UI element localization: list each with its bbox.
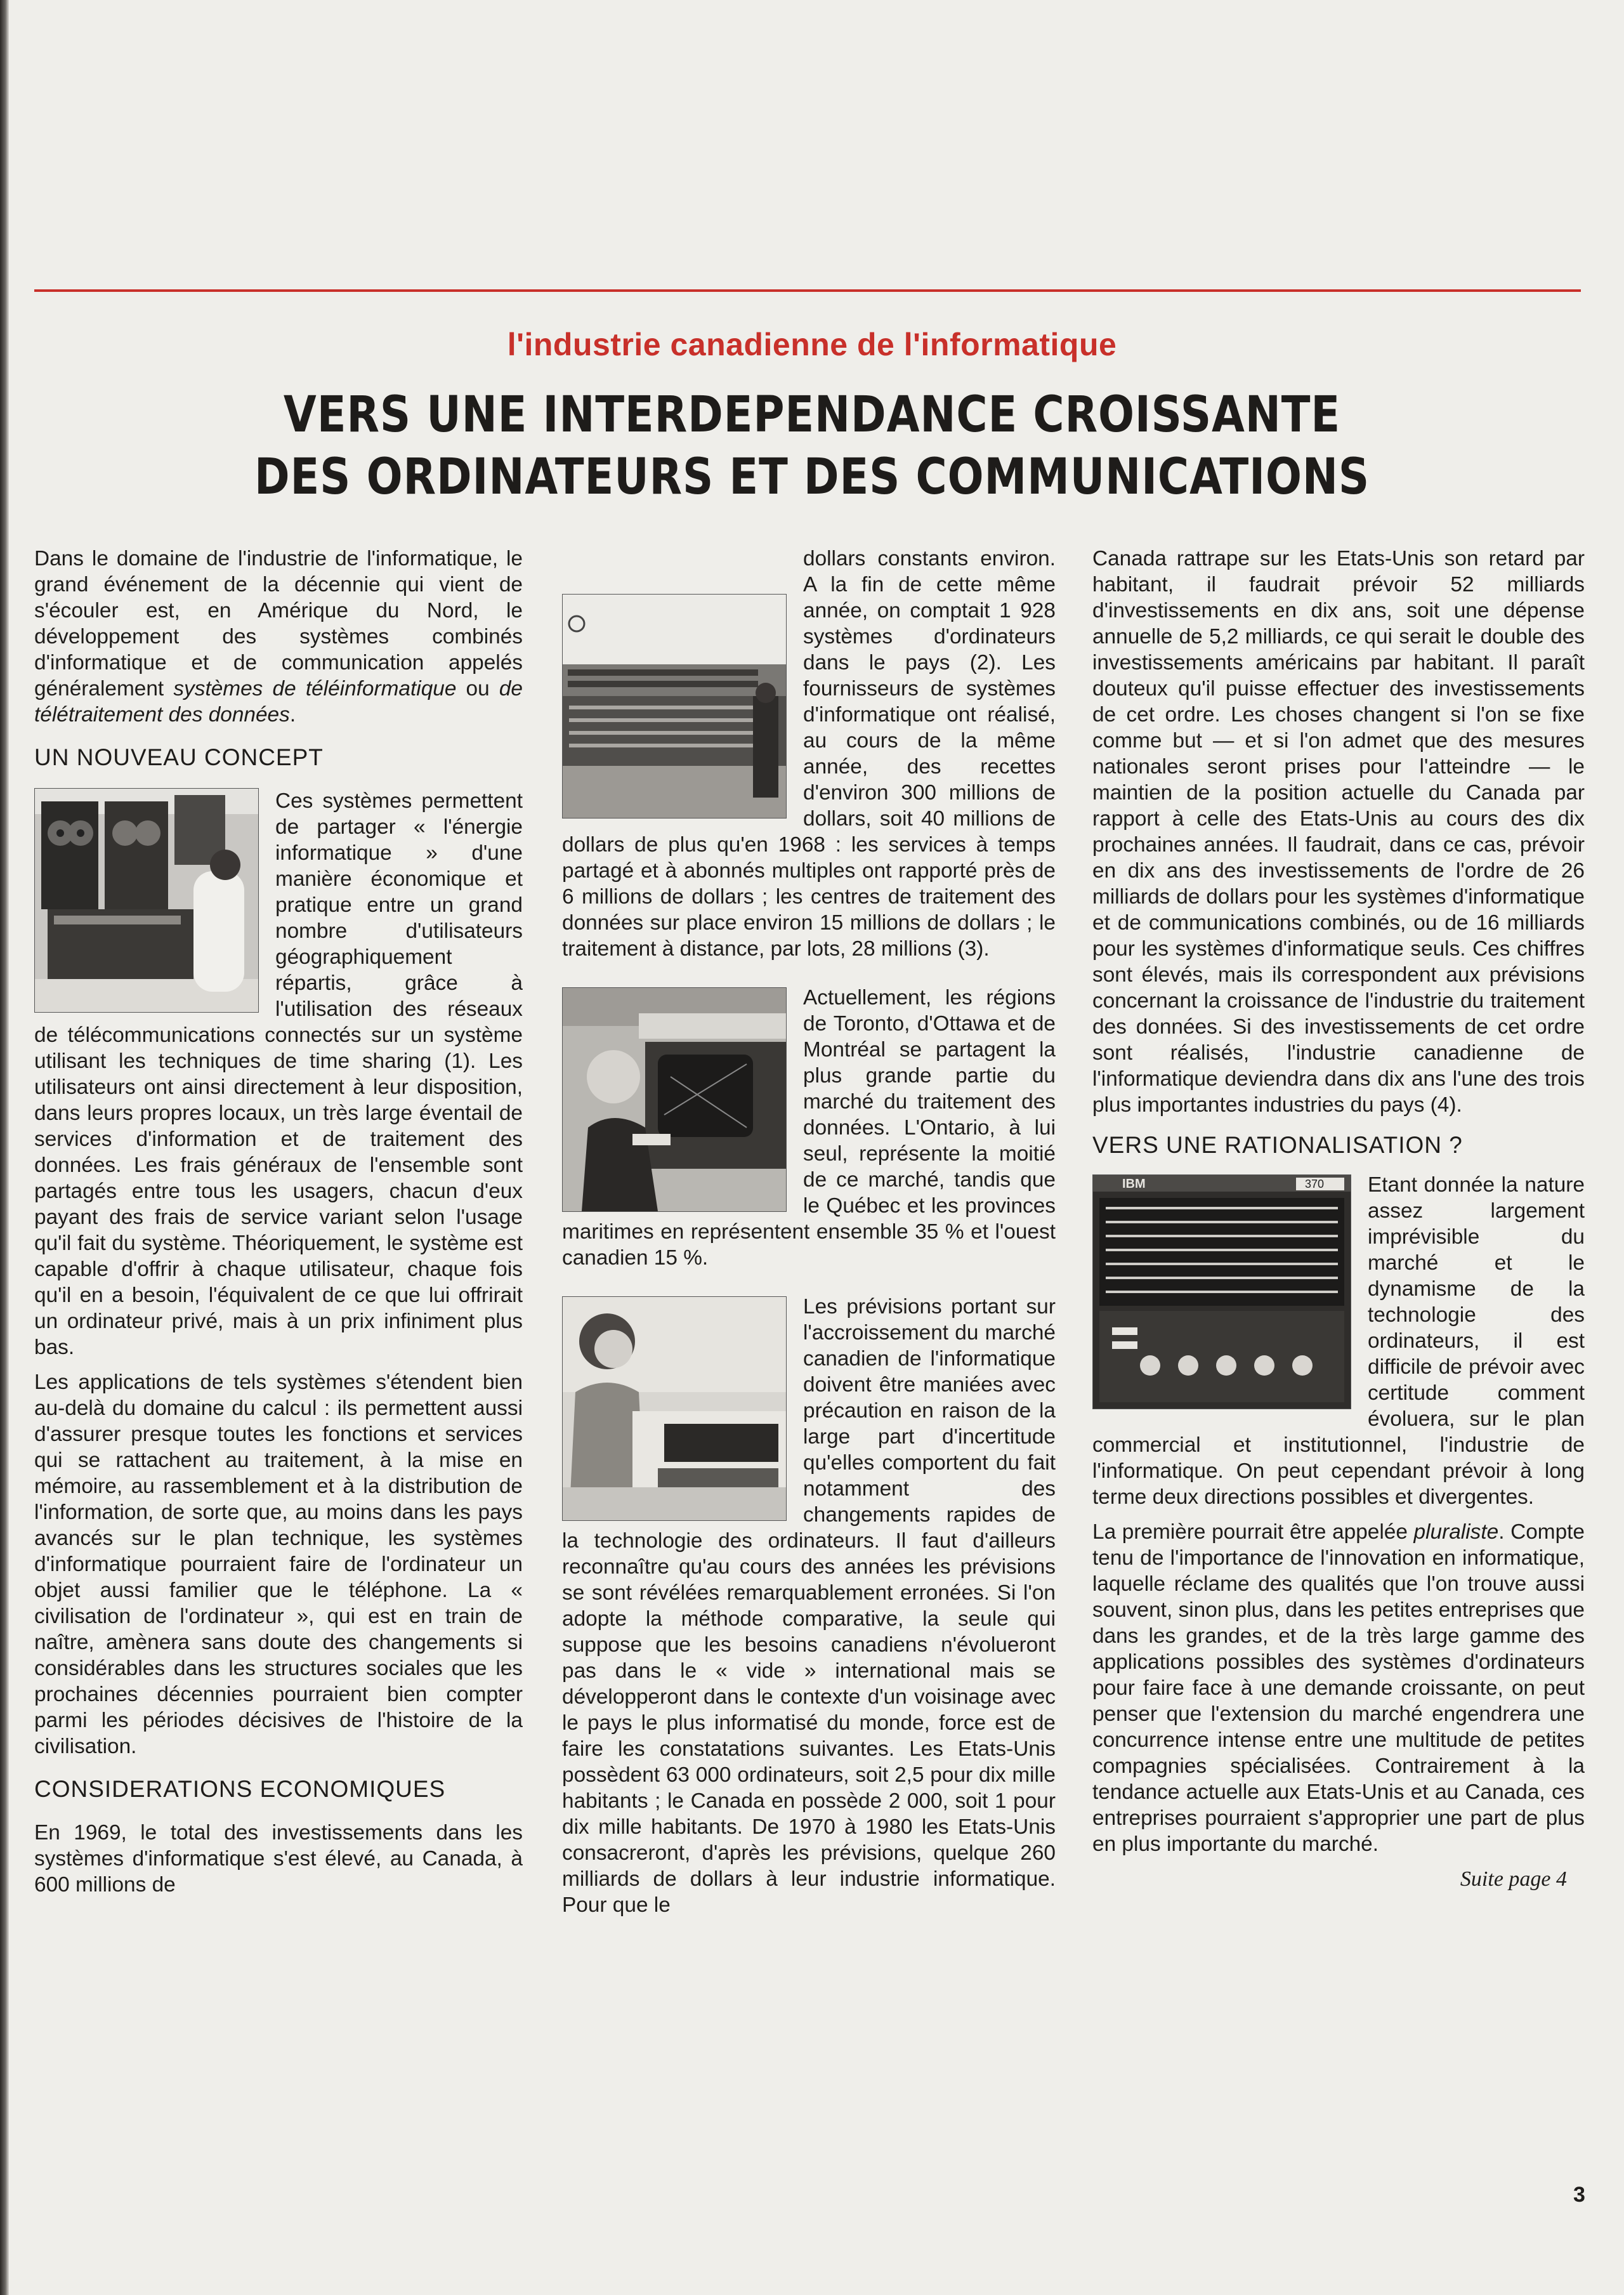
column-3 xyxy=(1092,546,1585,1892)
subheading-rationalisation: VERS UNE RATIONALISATION ? xyxy=(1092,1132,1463,1158)
photo-terminal-operator xyxy=(562,987,787,1212)
paragraph-dollars-constants: dollars constants environ. A la fin de cette même année, on comptait 1 928 systèmes d'ordinateurs dans le pays (2). Les fournisseurs de systèmes d'informatique ont réalisé, au cours de la même année, des recettes d'environ 300 millions de dollars, soit 40 millions de dollars de plus qu'en 1968 : les services à temps partagé et à abonnés multiples ont rapporté près de 6 millions de dollars ; les centres de traitement des données sur place environ 15 millions de dollars ; le traitement à distance, par lots, 28 millions (3). xyxy=(562,547,1056,961)
paragraph-previsions: Les prévisions portant sur l'accroissement du marché canadien de l'informatique doivent être maniées avec précaution en raison de la large part d'incertitude qu'elles comportent du fait notamment des changements rapides de la technologie des ordinateurs. Il faut d'ailleurs reconnaître qu'au cours des années les prévisions se sont révélées remarquablement erronées. Si l'on adopte la méthode comparative, la seule qui suppose que les besoins canadiens n'évolueront pas dans le « vide » international mais se développeront dans le contexte d'un voisinage avec le pays le plus informatisé du monde, force est de faire les constatations suivantes. Les Etats-Unis possèdent 63 000 ordinateurs, soit 2,5 pour dix mille habitants ; le Canada en possède 2 000, soit 1 pour dix mille habitants. De 1970 à 1980 les Etats-Unis consacreront, d'après les prévisions, quelque 260 milliards de dollars à leur industrie informatique. Pour que le xyxy=(562,1295,1056,1917)
subheading-considerations: CONSIDERATIONS ECONOMIQUES xyxy=(34,1776,446,1802)
article-headline xyxy=(114,384,1510,508)
continued-on-page-4: Suite page 4 xyxy=(1460,1867,1567,1891)
photo-teletype-operator xyxy=(562,1296,787,1521)
paragraph-marche-imprevisible: IBM 370 Etant donnée la nature assez largement imprévisible du marché et le dynamisme de la technologie des ordinateurs, il est difficile de prévoir avec certitude comment évoluera, sur le plan commercial et institutionnel, l'industrie de l'informatique. On peut cependant prévoir à long terme deux directions possibles et divergentes. xyxy=(1092,1173,1585,1509)
paragraph-canada-rattrape: Canada rattrape sur les Etats-Unis son retard par habitant, il faudrait prévoir 52 milliards d'investissements en dix ans, soit une dépense annuelle de 5,2 milliards, ce qui serait le double des investissements américains par habitant. Il paraît douteux qu'il puisse effectuer des investissements de cet ordre. Les choses changent si l'on se fixe comme but — et si l'on admet que des mesures nationales seront prises pour l'atteindre — le maintien de la position actuelle du Canada par rapport à celle des Etats-Unis au cours des dix prochaines années. Il faudrait, dans ce cas, prévoir en dix ans des investissements de l'ordre de 26 milliards de dollars pour les systèmes d'informatique et de communications combinés, ou de 16 milliards pour les systèmes d'informatique seuls. Ces chiffres sont élevés, mais ils correspondent aux prévisions concernant la croissance de l'industrie du traitement des données. Si des investissements de cet ordre sont réalisés, l'industrie canadienne de l'informatique deviendra dans dix ans l'une des trois plus importantes industries du pays (4). xyxy=(1092,547,1585,1117)
column-1 xyxy=(34,546,523,1907)
headline-line-2: DES ORDINATEURS ET DES COMMUNICATIONS xyxy=(254,449,1370,506)
paragraph-regions: Actuellement, les régions de Toronto, d'Ottawa et de Montréal se partagent la plus grande partie du marché du traitement des données. L'Ontario, à lui seul, représente la moitié de ce marché, tandis que le Québec et les provinces maritimes en représentent ensemble 35 % et l'ouest canadien 15 %. xyxy=(562,986,1056,1270)
photo-control-room xyxy=(562,594,787,819)
subheading-nouveau-concept: UN NOUVEAU CONCEPT xyxy=(34,744,324,770)
model-number-text: 370 xyxy=(1305,1178,1325,1190)
paragraph-pluraliste: La première pourrait être appelée pluraliste. Compte tenu de l'importance de l'innovation en informatique, laquelle réclame des qualités que l'on trouve aussi souvent, sinon plus, dans les petites entreprises que dans les grandes, et de la très large gamme des applications possibles des systèmes d'ordinateurs pour faire face à une demande croissante, on peut penser que l'extension du marché engendrera une concurrence intense entre une multitude de petites compagnies spécialisées. Contrairement à la tendance actuelle aux Etats-Unis et au Canada, ces entreprises pourraient s'approprier une part de plus en plus importante du marché. xyxy=(1092,1520,1585,1856)
intro-paragraph: Dans le domaine de l'industrie de l'informatique, le grand événement de la décennie qui vient de s'écouler est, en Amérique du Nord, le développement des systèmes combinés d'informatique et de communication appelés généralement systèmes de téléinformatique ou de télétraitement des données. xyxy=(34,547,523,727)
paragraph-investissements: En 1969, le total des investissements dans les systèmes d'informatique s'est élevé, au Canada, à 600 millions de xyxy=(34,1821,523,1897)
photo-ibm-370-console xyxy=(1092,1174,1351,1409)
ibm-logo-text: IBM xyxy=(1122,1177,1146,1191)
column-2 xyxy=(562,546,1056,1927)
header-rule xyxy=(34,289,1581,292)
headline-line-1: VERS UNE INTERDEPENDANCE CROISSANTE xyxy=(283,386,1341,444)
photo-tape-drives xyxy=(34,788,259,1013)
page-number: 3 xyxy=(1573,2183,1585,2207)
section-kicker: l'industrie canadienne de l'informatique xyxy=(507,327,1117,362)
paragraph-applications: Les applications de tels systèmes s'étendent bien au-delà du domaine du calcul : ils permettent aussi d'assurer presque toutes les fonctions et services qui se rattachent au traitement, à la mise en mémoire, au rassemblement et à la distribution de l'information, de sorte que, au moins dans les pays avancés sur le plan technique, les systèmes d'informatique pourraient faire de l'ordinateur un objet aussi familier que le téléphone. La « civilisation de l'ordinateur », qui est en train de naître, amènera sans doute des changements si considérables dans les structures sociales que les prochaines décennies pourraient bien compter parmi les périodes décisives de l'histoire de la civilisation. xyxy=(34,1371,523,1758)
paragraph-concept: Ces systèmes permettent de partager « l'énergie informatique » d'une manière économique et pratique entre un grand nombre d'utilisateurs géographiquement répartis, grâce à l'utilisation des réseaux de télécommunications connectés sur un système utilisant les techniques de time sharing (1). Les utilisateurs ont ainsi directement à leur disposition, dans leurs propres locaux, un très large éventail de services d'information et de traitement des données. Les frais généraux de l'ensemble sont partagés entre tous les usagers, chacun d'eux payant des frais de service variant selon l'usage qu'il fait du système. Théoriquement, le système est capable d'offrir à chaque utilisateur, chaque fois qu'il en a besoin, l'équivalent de ce que lui offrirait un ordinateur privé, mais à un prix infiniment plus bas. xyxy=(34,789,523,1359)
